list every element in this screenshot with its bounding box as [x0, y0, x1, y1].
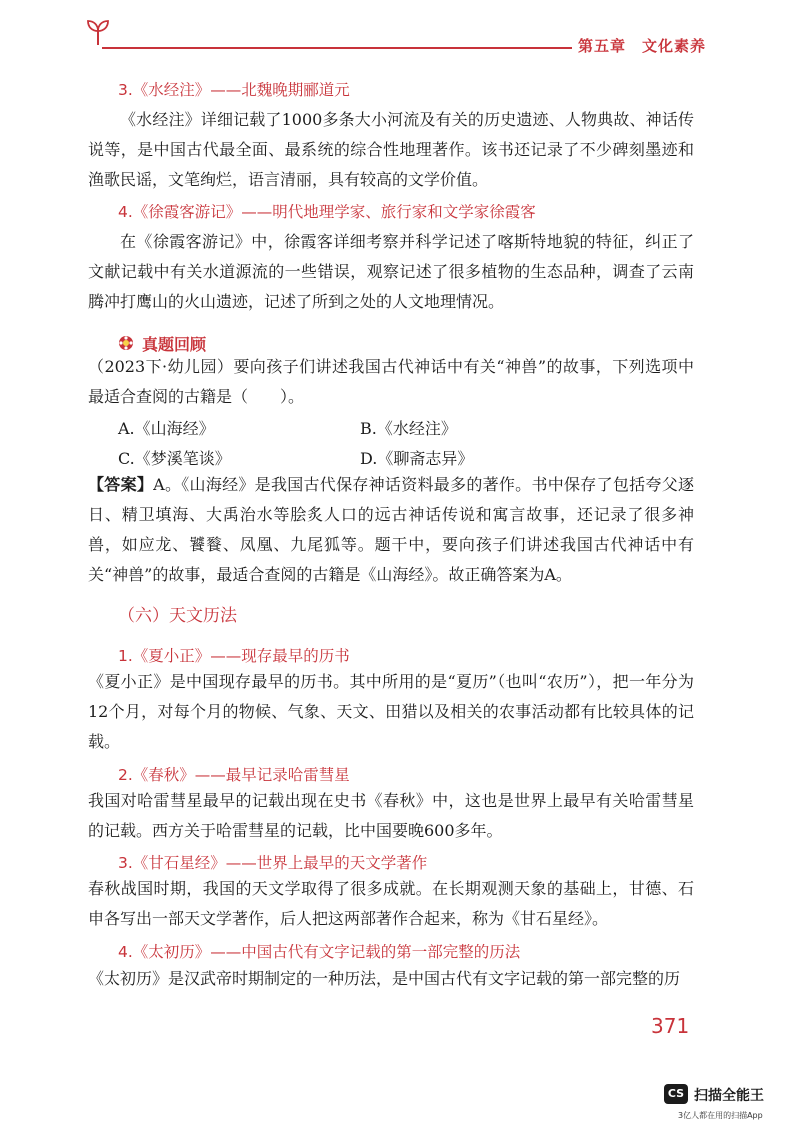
paragraph-taichuli: 《太初历》是汉武帝时期制定的一种历法，是中国古代有文字记载的第一部完整的历 — [88, 969, 681, 988]
option-b: B.《水经注》 — [360, 419, 457, 438]
scanner-app-name: 扫描全能王 — [694, 1088, 764, 1104]
page-number: 371 — [651, 1014, 690, 1038]
heading-xuxiake: 4.《徐霞客游记》——明代地理学家、旅行家和文学家徐霞客 — [118, 203, 536, 221]
paragraph-xiaxiaozheng: 《夏小正》是中国现存最早的历书。其中所用的是“夏历”（也叫“农历”），把一年分为12个月，对每个月的物候、气象、天文、田猎以及相关的农事活动都有比较具体的记载。 — [88, 672, 694, 751]
scanner-logo-icon: CS — [664, 1084, 688, 1104]
header-rule — [102, 47, 572, 49]
chapter-title: 第五章 文化素养 — [578, 37, 707, 55]
paragraph-shuijingzhu: 《水经注》详细记载了1000多条大小河流及有关的历史遗迹、人物典故、神话传说等，是中国古代最全面、最系统的综合性地理著作。该书还记录了不少碑刻墨迹和渔歌民谣，文笔绚烂，语言清丽，具有较高的文学价值。 — [88, 110, 694, 189]
heading-xiaxiaozheng: 1.《夏小正》——现存最早的历书 — [118, 647, 350, 665]
option-a: A.《山海经》 — [118, 419, 215, 438]
paragraph-ganshixingjing: 春秋战国时期，我国的天文学取得了很多成就。在长期观测天象的基础上，甘德、石申各写出一部天文学著作，后人把这两部著作合起来，称为《甘石星经》。 — [88, 879, 694, 928]
heading-shuijingzhu: 3.《水经注》——北魏晚期郦道元 — [118, 81, 350, 99]
heading-chunqiu: 2.《春秋》——最早记录哈雷彗星 — [118, 766, 350, 784]
option-d: D.《聊斋志异》 — [360, 449, 474, 468]
review-question: （2023下·幼儿园）要向孩子们讲述我国古代神话中有关“神兽”的故事，下列选项中最适合查阅的古籍是（ ）。 — [88, 357, 694, 406]
review-header — [118, 332, 206, 354]
flower-badge-icon — [118, 335, 134, 351]
answer-label: 【答案】 — [88, 475, 154, 494]
review-title: 真题回顾 — [142, 334, 207, 354]
sprout-icon — [86, 18, 110, 46]
heading-ganshixingjing: 3.《甘石星经》——世界上最早的天文学著作 — [118, 854, 428, 872]
paragraph-chunqiu: 我国对哈雷彗星最早的记载出现在史书《春秋》中，这也是世界上最早有关哈雷彗星的记载。西方关于哈雷彗星的记载，比中国要晚600多年。 — [88, 791, 694, 840]
scanner-watermark — [664, 1084, 784, 1124]
answer-text: A。《山海经》是我国古代保存神话资料最多的著作。书中保存了包括夸父逐日、精卫填海、大禹治水等脍炙人口的远古神话传说和寓言故事，还记录了很多神兽，如应龙、饕餮、凤凰、九尾狐等。题干中，要向孩子们讲述我国古代神话中有关“神兽”的故事，最适合查阅的古籍是《山海经》。故正确答案为A。 — [88, 475, 694, 584]
scanner-tagline: 3亿人都在用的扫描App — [678, 1111, 763, 1120]
heading-taichuli: 4.《太初历》——中国古代有文字记载的第一部完整的历法 — [118, 943, 521, 961]
paragraph-xuxiake: 在《徐霞客游记》中，徐霞客详细考察并科学记述了喀斯特地貌的特征，纠正了文献记载中有关水道源流的一些错误，观察记述了很多植物的生态品种，调查了云南腾冲打鹰山的火山遗迹，记述了所到之处的人文地理情况。 — [88, 232, 694, 311]
review-answer — [88, 470, 694, 590]
section-title-astronomy: （六）天文历法 — [118, 606, 237, 626]
option-c: C.《梦溪笔谈》 — [118, 449, 231, 468]
